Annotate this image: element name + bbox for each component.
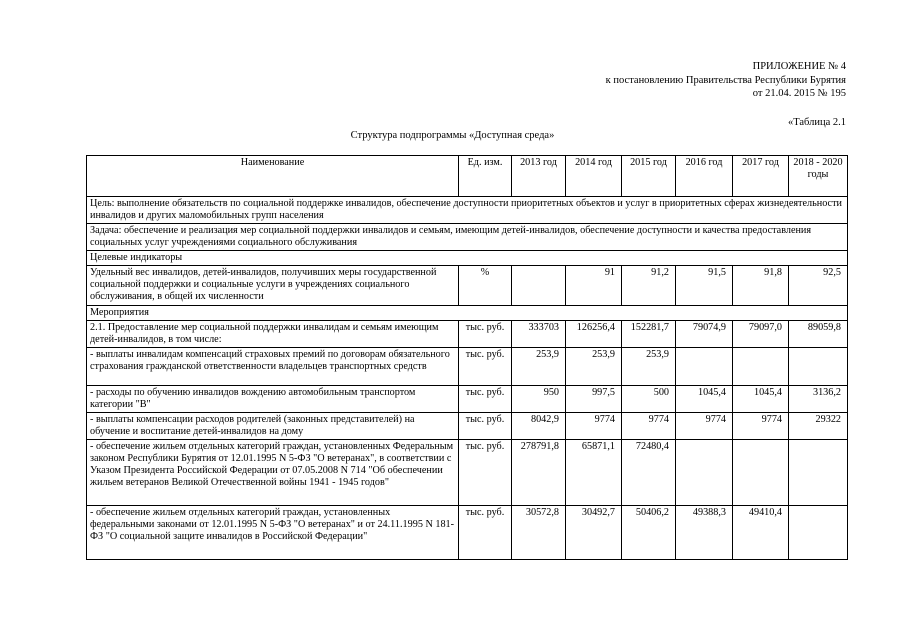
measure-2013: 253,9 [512, 348, 566, 386]
measure-2016 [676, 348, 733, 386]
subprogram-structure-table [86, 155, 848, 560]
measure-2015: 50406,2 [622, 506, 676, 560]
indicator-2017: 91,8 [733, 266, 789, 306]
indicator-name: Удельный вес инвалидов, детей-инвалидов, получивших меры государственной социальной поддержки и социальные услуги в учреждениях социального обслуживания, в общей их численности [87, 266, 459, 306]
table-row [87, 321, 848, 348]
col-header-name: Наименование [87, 156, 459, 197]
measure-2015: 72480,4 [622, 440, 676, 506]
indicator-2018-2020: 92,5 [789, 266, 848, 306]
measure-unit: тыс. руб. [459, 413, 512, 440]
col-header-2017: 2017 год [733, 156, 789, 197]
table-row [87, 440, 848, 506]
measure-2016: 9774 [676, 413, 733, 440]
measure-unit: тыс. руб. [459, 440, 512, 506]
col-header-2013: 2013 год [512, 156, 566, 197]
table-row [87, 413, 848, 440]
measure-unit: тыс. руб. [459, 386, 512, 413]
measure-2014: 9774 [566, 413, 622, 440]
measure-2014: 253,9 [566, 348, 622, 386]
table-row [87, 506, 848, 560]
goal-text: Цель: выполнение обязательств по социальной поддержке инвалидов, обеспечение доступности приоритетных объектов и услуг в приоритетных сферах жизнедеятельности инвалидов и других маломобильных групп населения [87, 197, 848, 224]
col-header-2018-2020: 2018 - 2020 годы [789, 156, 848, 197]
measure-2015: 9774 [622, 413, 676, 440]
measure-name: - выплаты инвалидам компенсаций страховых премий по договорам обязательного страхования гражданской ответственности владельцев транспортных средств [87, 348, 459, 386]
measure-2018-2020: 3136,2 [789, 386, 848, 413]
indicators-label: Целевые индикаторы [87, 251, 848, 266]
measure-unit: тыс. руб. [459, 348, 512, 386]
indicator-2016: 91,5 [676, 266, 733, 306]
indicators-label-row [87, 251, 848, 266]
measure-name: - выплаты компенсации расходов родителей (законных представителей) на обучение и воспитание детей-инвалидов на дому [87, 413, 459, 440]
measure-2014: 65871,1 [566, 440, 622, 506]
measure-name: - обеспечение жильем отдельных категорий граждан, установленных федеральными законами от 12.01.1995 N 5-ФЗ "О ветеранах" и от 24.11.1995 N 181-ФЗ "О социальной защите инвалидов в Российской Федерации" [87, 506, 459, 560]
measure-2017: 49410,4 [733, 506, 789, 560]
col-header-2015: 2015 год [622, 156, 676, 197]
table-number: «Таблица 2.1 [787, 117, 846, 128]
indicator-row [87, 266, 848, 306]
table-caption: Структура подпрограммы «Доступная среда» [350, 130, 555, 141]
measure-2016: 49388,3 [676, 506, 733, 560]
table-row [87, 348, 848, 386]
appendix-date: от 21.04. 2015 № 195 [752, 88, 846, 99]
measure-2017 [733, 440, 789, 506]
measure-2018-2020 [789, 506, 848, 560]
measure-2017: 79097,0 [733, 321, 789, 348]
measures-label-row [87, 306, 848, 321]
goal-row [87, 197, 848, 224]
table-header-row [87, 156, 848, 197]
col-header-2016: 2016 год [676, 156, 733, 197]
measure-2013: 278791,8 [512, 440, 566, 506]
measure-2018-2020: 89059,8 [789, 321, 848, 348]
measure-2018-2020 [789, 348, 848, 386]
measure-name: - обеспечение жильем отдельных категорий граждан, установленных Федеральным законом Республики Бурятия от 12.01.1995 N 5-ФЗ "О ветеранах", в соответствии с Указом Президента Российской Федерации от 07.05.2008 N 714 "Об обеспечении жильем ветеранов Великой Отечественной войны 1941 - 1945 годов" [87, 440, 459, 506]
measure-name: 2.1. Предоставление мер социальной поддержки инвалидам и семьям имеющим детей-инвалидов, в том числе: [87, 321, 459, 348]
col-header-unit: Ед. изм. [459, 156, 512, 197]
indicator-unit: % [459, 266, 512, 306]
measure-unit: тыс. руб. [459, 506, 512, 560]
measure-2017: 1045,4 [733, 386, 789, 413]
measure-2013: 333703 [512, 321, 566, 348]
measure-name: - расходы по обучению инвалидов вождению автомобильным транспортом категории "В" [87, 386, 459, 413]
measure-2015: 152281,7 [622, 321, 676, 348]
document-header [606, 60, 846, 101]
measure-2013: 30572,8 [512, 506, 566, 560]
appendix-resolution: к постановлению Правительства Республики Бурятия [605, 74, 846, 86]
measures-label: Мероприятия [87, 306, 848, 321]
table-row [87, 386, 848, 413]
indicator-2015: 91,2 [622, 266, 676, 306]
measure-2013: 950 [512, 386, 566, 413]
measure-2015: 500 [622, 386, 676, 413]
task-text: Задача: обеспечение и реализация мер социальной поддержки инвалидов и семьям, имеющим детей-инвалидов, обеспечение доступности и качества предоставления социальных услуг учреждениями социального обслуживания [87, 224, 848, 251]
measure-unit: тыс. руб. [459, 321, 512, 348]
measure-2017 [733, 348, 789, 386]
measure-2016: 1045,4 [676, 386, 733, 413]
measure-2014: 30492,7 [566, 506, 622, 560]
measure-2016: 79074,9 [676, 321, 733, 348]
measure-2016 [676, 440, 733, 506]
measure-2015: 253,9 [622, 348, 676, 386]
measure-2018-2020 [789, 440, 848, 506]
measure-2018-2020: 29322 [789, 413, 848, 440]
measure-2017: 9774 [733, 413, 789, 440]
appendix-title: ПРИЛОЖЕНИЕ № 4 [752, 61, 846, 72]
indicator-2013 [512, 266, 566, 306]
indicator-2014: 91 [566, 266, 622, 306]
measure-2014: 997,5 [566, 386, 622, 413]
col-header-2014: 2014 год [566, 156, 622, 197]
measure-2013: 8042,9 [512, 413, 566, 440]
task-row [87, 224, 848, 251]
measure-2014: 126256,4 [566, 321, 622, 348]
